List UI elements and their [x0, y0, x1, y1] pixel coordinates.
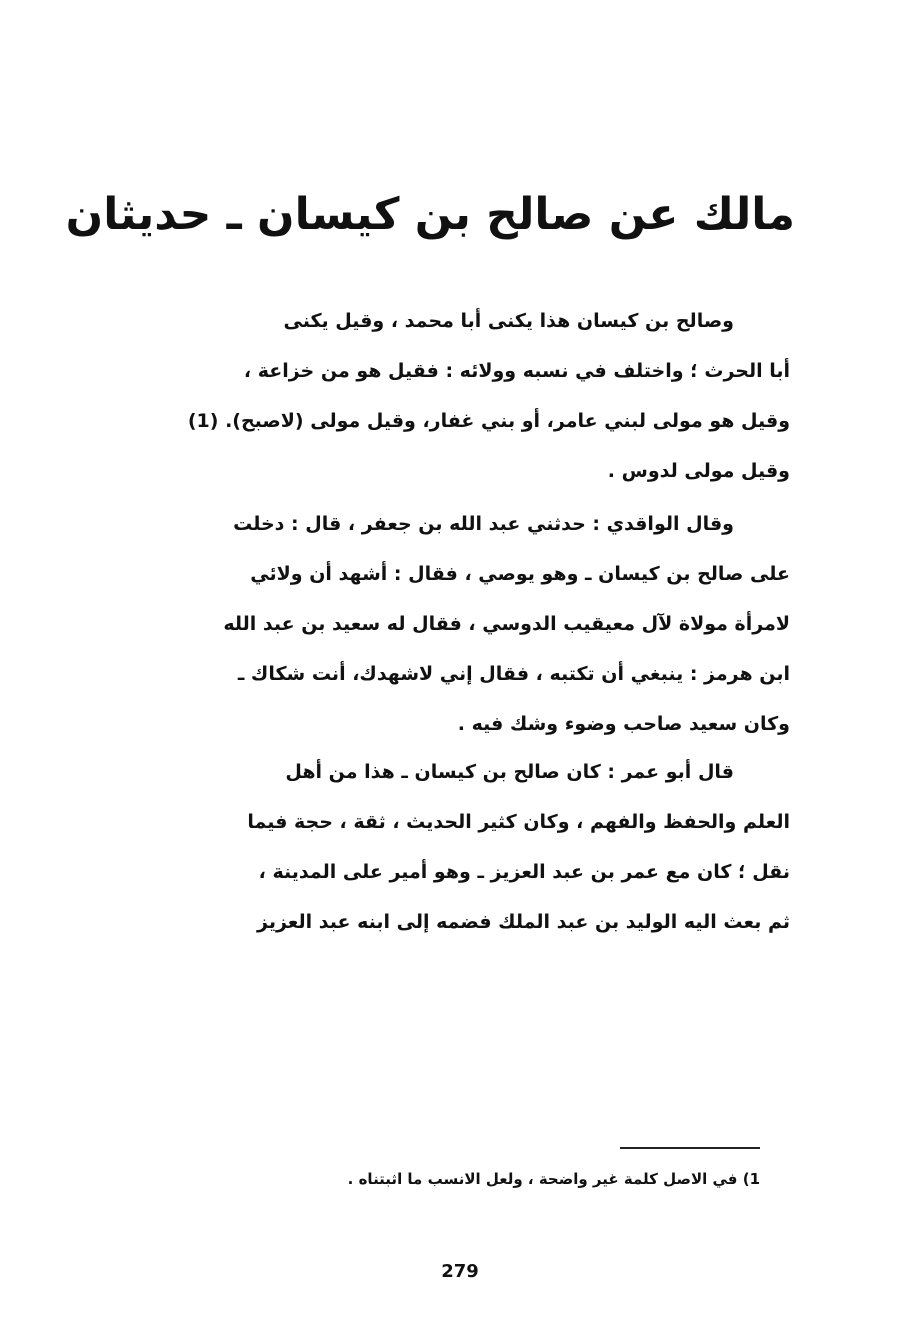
- paragraph-line: على صالح بن كيسان ـ وهو يوصي ، فقال : أشهد أن ولائي: [250, 563, 790, 585]
- paragraph-line: وصالح بن كيسان هذا يكنى أبا محمد ، وقيل يكنى: [283, 310, 734, 332]
- paragraph-line: العلم والحفظ والفهم ، وكان كثير الحديث ، ثقة ، حجة فيما: [247, 811, 790, 833]
- paragraph-line: وقيل هو مولى لبني عامر، أو بني غفار، وقيل مولى (لاصبح). (1): [187, 410, 790, 432]
- page-number: 279: [441, 1261, 479, 1282]
- paragraph-3: [148, 747, 790, 947]
- paragraph-line: نقل ؛ كان مع عمر بن عبد العزيز ـ وهو أمير على المدينة ،: [258, 861, 790, 883]
- paragraph-1: [148, 296, 790, 496]
- paragraph-line: أبا الحرث ؛ واختلف في نسبه وولائه : فقيل هو من خزاعة ،: [243, 360, 790, 382]
- paragraph-line: وقال الواقدي : حدثني عبد الله بن جعفر ، قال : دخلت: [233, 513, 734, 535]
- paragraph-line: لامرأة مولاة لآل معيقيب الدوسي ، فقال له سعيد بن عبد الله: [223, 613, 790, 635]
- paragraph-line: ابن هرمز : ينبغي أن تكتبه ، فقال إني لاشهدك، أنت شكاك ـ: [237, 663, 790, 685]
- paragraph-line: ثم بعث اليه الوليد بن عبد الملك فضمه إلى ابنه عبد العزيز: [257, 911, 790, 933]
- paragraph-line: قال أبو عمر : كان صالح بن كيسان ـ هذا من أهل: [285, 761, 734, 783]
- footnote-divider: [620, 1147, 760, 1149]
- page-title: مالك عن صالح بن كيسان ـ حديثان: [65, 189, 795, 240]
- paragraph-line: وقيل مولى لدوس .: [607, 460, 790, 482]
- paragraph-2: [148, 499, 790, 749]
- footnote: 1) في الاصل كلمة غير واضحة ، ولعل الانسب ما اثبتناه .: [347, 1170, 760, 1188]
- paragraph-line: وكان سعيد صاحب وضوء وشك فيه .: [457, 713, 790, 735]
